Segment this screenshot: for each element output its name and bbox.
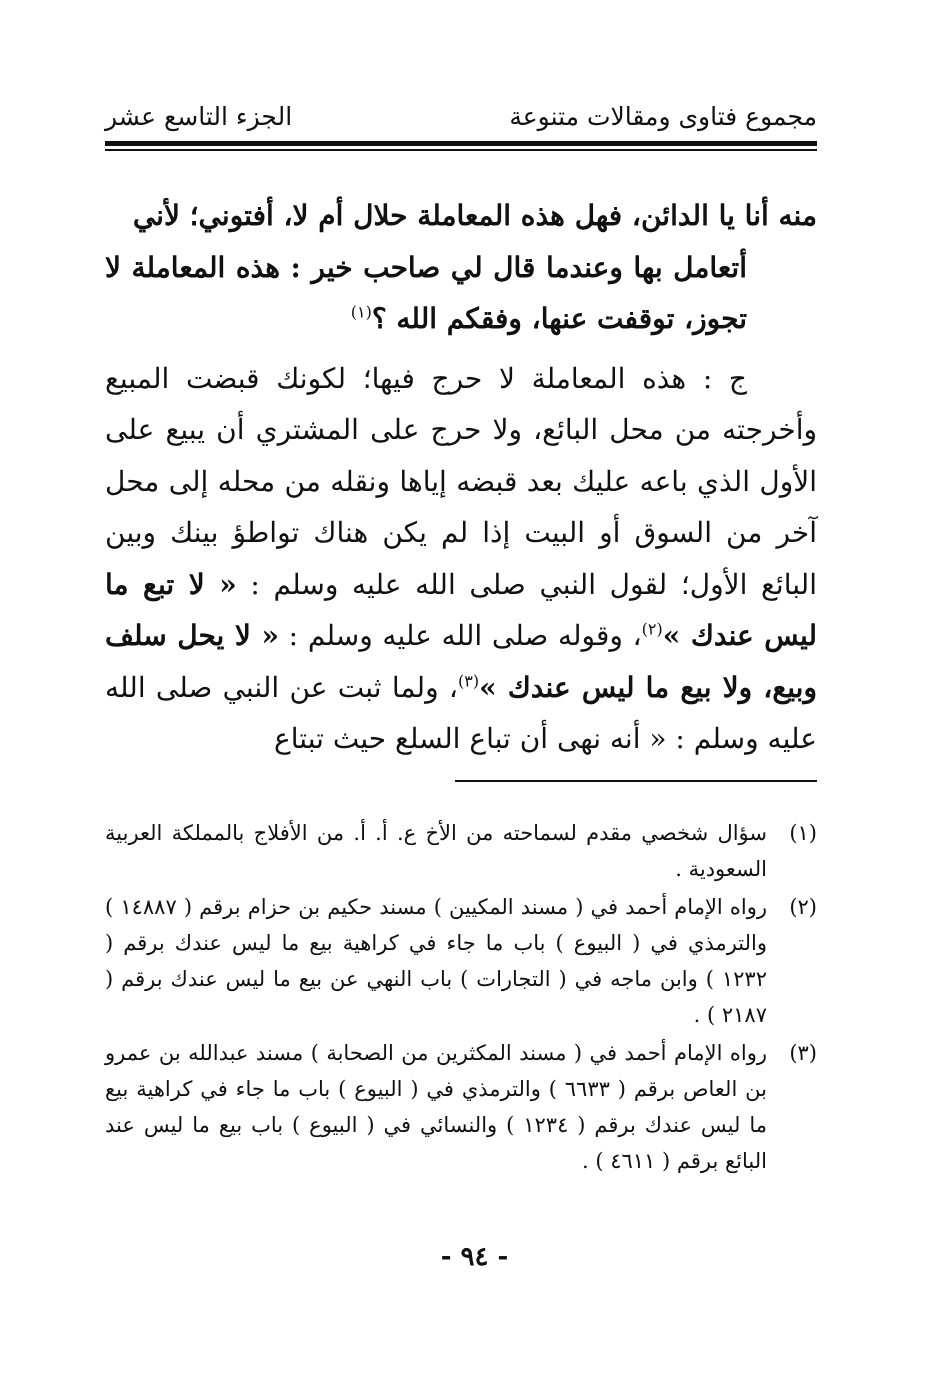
footnote-text: سؤال شخصي مقدم لسماحته من الأخ ع. أ. أ. من الأفلاج بالمملكة العربية السعودية .: [105, 821, 767, 881]
footnote-ref-1: (١): [350, 302, 372, 322]
footnote-number: (٢): [789, 895, 817, 919]
answer-paragraph: [105, 353, 817, 765]
volume-part: الجزء التاسع عشر: [105, 102, 293, 131]
footnote-separator: [455, 780, 817, 782]
answer-text-3: ، ولما ثبت عن النبي صلى الله عليه وسلم : « أنه نهى أن تباع السلع حيث تبتاع: [105, 670, 817, 755]
question-continuation: أتعامل بها وعندما قال لي صاحب خير : هذه المعاملة لا تجوز، توقفت عنها، وفقكم الله ؟: [105, 250, 747, 335]
footnote-number: (٣): [789, 1041, 817, 1065]
question-line-start: منه أنا يا الدائن، فهل هذه المعاملة حلال أم لا، أفتوني؛ لأني: [132, 199, 817, 232]
page-number: - ٩٤ -: [440, 1242, 509, 1272]
footnote-item: [105, 1035, 817, 1179]
answer-text-1: ج : هذه المعاملة لا حرج فيها؛ لكونك قبضت المبيع وأخرجته من محل البائع، ولا حرج على المشتري أن يبيع على الأول الذي باعه عليك بعد قبضه إياها ونقله من محله إلى محل آخر من السوق أو البيت إذا لم يكن هناك تواطؤ بينك وبين البائع الأول؛ لقول النبي صلى الله عليه وسلم :: [105, 361, 817, 601]
hadith-quote-2: « لا يحل سلف وبيع، ولا بيع ما ليس عندك »: [105, 619, 817, 704]
footnote-text: رواه الإمام أحمد في ( مسند المكثرين من الصحابة ) مسند عبدالله بن عمرو بن العاص برقم ( ٦٦٣٣ ) والترمذي في ( البيوع ) باب ما جاء في كراهية بيع ما ليس عندك برقم ( ١٢٣٤ ) والنسائي في ( البيوع ) باب بيع ما ليس عند البائع برقم ( ٤٦١١ ) .: [105, 1041, 767, 1173]
running-header: [105, 100, 817, 140]
footnotes: [105, 815, 817, 1181]
question-paragraph: [105, 190, 817, 345]
header-rule-thin: [105, 149, 817, 151]
main-text: [105, 190, 817, 765]
answer-text-2: ، وقوله صلى الله عليه وسلم :: [288, 619, 642, 652]
footnote-text: رواه الإمام أحمد في ( مسند المكيين ) مسند حكيم بن حزام برقم ( ١٤٨٨٧ ) والترمذي في ( البيوع ) باب ما جاء في كراهية بيع ما ليس عندك برقم ( ١٢٣٢ ) وابن ماجه في ( التجارات ) باب النهي عن بيع ما ليس عندك برقم ( ٢١٨٧ ) .: [105, 895, 767, 1027]
footnote-ref-2: (٢): [641, 619, 663, 639]
book-title: مجموع فتاوى ومقالات متنوعة: [509, 102, 817, 131]
footnote-item: [105, 815, 817, 887]
footnote-ref-3: (٣): [457, 671, 480, 691]
footnote-item: [105, 889, 817, 1033]
hadith-quote-1: « لا تبع ما ليس عندك »: [105, 567, 817, 652]
header-rule-thick: [105, 141, 817, 146]
footnote-number: (١): [789, 821, 817, 845]
question-continuation-block: [105, 242, 817, 345]
